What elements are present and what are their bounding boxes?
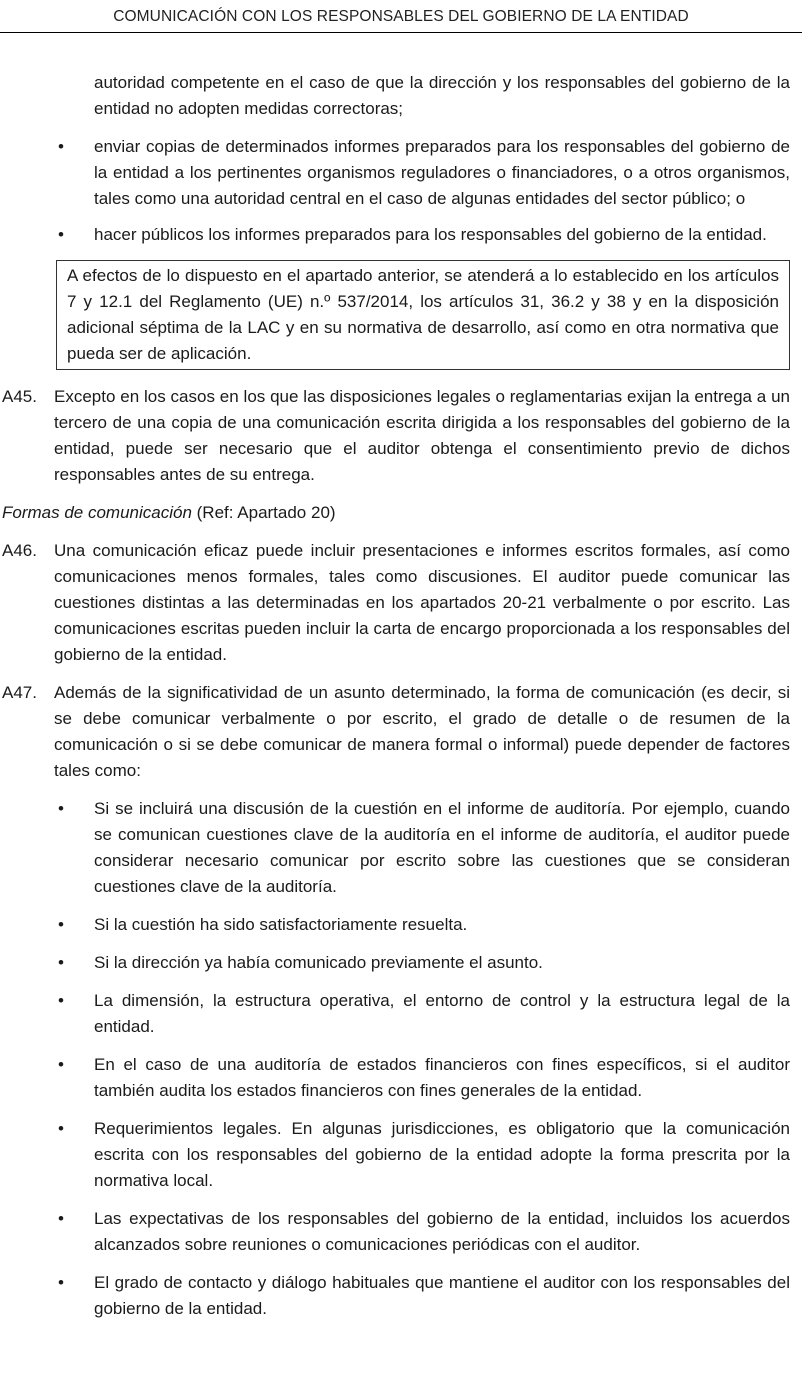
paragraph-a46 [2,538,790,668]
header-rule [0,32,802,33]
paragraph-text: Excepto en los casos en los que las disposiciones legales o reglamentarias exijan la entrega a un tercero de una copia de una comunicación escrita dirigida a los responsables del gobierno de la entidad, puede ser necesario que el auditor obtenga el consentimiento previo de dichos responsables antes de su entrega. [54,387,790,484]
subheading-ref: (Ref: Apartado 20) [191,503,336,522]
list-item [58,134,790,212]
list-item-text: Si la dirección ya había comunicado previamente el asunto. [94,953,543,972]
paragraph-text: Además de la significatividad de un asunto determinado, la forma de comunicación (es decir, si se debe comunicar verbalmente o por escrito, el grado de detalle o de resumen de la comunicación o si se debe comunicar de manera formal o informal) puede depender de factores tales como: [54,683,790,780]
list-item-text: En el caso de una auditoría de estados financieros con fines específicos, si el auditor también audita los estados financieros con fines generales de la entidad. [94,1055,790,1100]
list-item-text: El grado de contacto y diálogo habituales que mantiene el auditor con los responsables del gobierno de la entidad. [94,1273,790,1318]
list-item [58,1270,790,1322]
list-item-text: enviar copias de determinados informes preparados para los responsables del gobierno de la entidad a los pertinentes organismos reguladores o financiadores, o a otros organismos, tales como una autoridad central en el caso de algunas entidades del sector público; o [94,137,790,208]
list-item [58,1116,790,1194]
list-item [58,988,790,1040]
paragraph-a47 [2,680,790,784]
document-body [0,70,802,1334]
list-item-text: Las expectativas de los responsables del gobierno de la entidad, incluidos los acuerdos alcanzados sobre reuniones o comunicaciones periódicas con el auditor. [94,1209,790,1254]
a47-factor-list [0,796,802,1322]
national-note-box [56,260,790,370]
paragraph-text: Una comunicación eficaz puede incluir presentaciones e informes escritos formales, así como comunicaciones menos formales, tales como discusiones. El auditor puede comunicar las cuestiones distintas a las determinadas en los apartados 20-21 verbalmente o por escrito. Las comunicaciones escritas pueden incluir la carta de encargo proporcionada a los responsables del gobierno de la entidad. [54,541,790,664]
bullet-icon: • [58,953,64,972]
list-item-text: La dimensión, la estructura operativa, el entorno de control y la estructura legal de la entidad. [94,991,790,1036]
bullet-icon: • [58,137,64,156]
list-item-text: Requerimientos legales. En algunas jurisdicciones, es obligatorio que la comunicación escrita con los responsables del gobierno de la entidad adopte la forma prescrita por la normativa local. [94,1119,790,1190]
bullet-icon: • [58,1055,64,1074]
bullet-icon: • [58,1209,64,1228]
list-item-text: Si se incluirá una discusión de la cuestión en el informe de auditoría. Por ejemplo, cuando se comunican cuestiones clave de la auditoría en el informe de auditoría, el auditor puede considerar necesario comunicar por escrito sobre las cuestiones que se consideran cuestiones clave de la auditoría. [94,799,790,896]
bullet-icon: • [58,1273,64,1292]
running-header: COMUNICACIÓN CON LOS RESPONSABLES DEL GOBIERNO DE LA ENTIDAD [113,8,689,25]
bullet-icon: • [58,1119,64,1138]
subheading-title: Formas de comunicación [2,503,192,522]
continuation-text: autoridad competente en el caso de que la dirección y los responsables del gobierno de la entidad no adopten medidas correctoras; [94,73,790,118]
bullet-icon: • [58,915,64,934]
paragraph-number: A45. [2,387,37,406]
list-item [58,1206,790,1258]
list-item [58,1052,790,1104]
bullet-icon: • [58,991,64,1010]
note-text: A efectos de lo dispuesto en el apartado anterior, se atenderá a lo establecido en los artículos 7 y 12.1 del Reglamento (UE) n.º 537/2014, los artículos 31, 36.2 y 38 y en la disposición adicional séptima de la LAC y en su normativa de desarrollo, así como en otra normativa que pueda ser de aplicación. [67,266,779,363]
list-item-text: hacer públicos los informes preparados para los responsables del gobierno de la entidad. [94,225,767,244]
list-item [58,222,790,248]
paragraph-number: A46. [2,541,37,560]
list-item [58,912,790,938]
section-subheading [2,500,790,526]
paragraph-number: A47. [2,683,37,702]
paragraph-a45 [2,384,790,488]
bullet-icon: • [58,225,64,244]
bullet-icon: • [58,799,64,818]
list-item-text: Si la cuestión ha sido satisfactoriamente resuelta. [94,915,468,934]
list-item [58,796,790,900]
list-item [58,950,790,976]
